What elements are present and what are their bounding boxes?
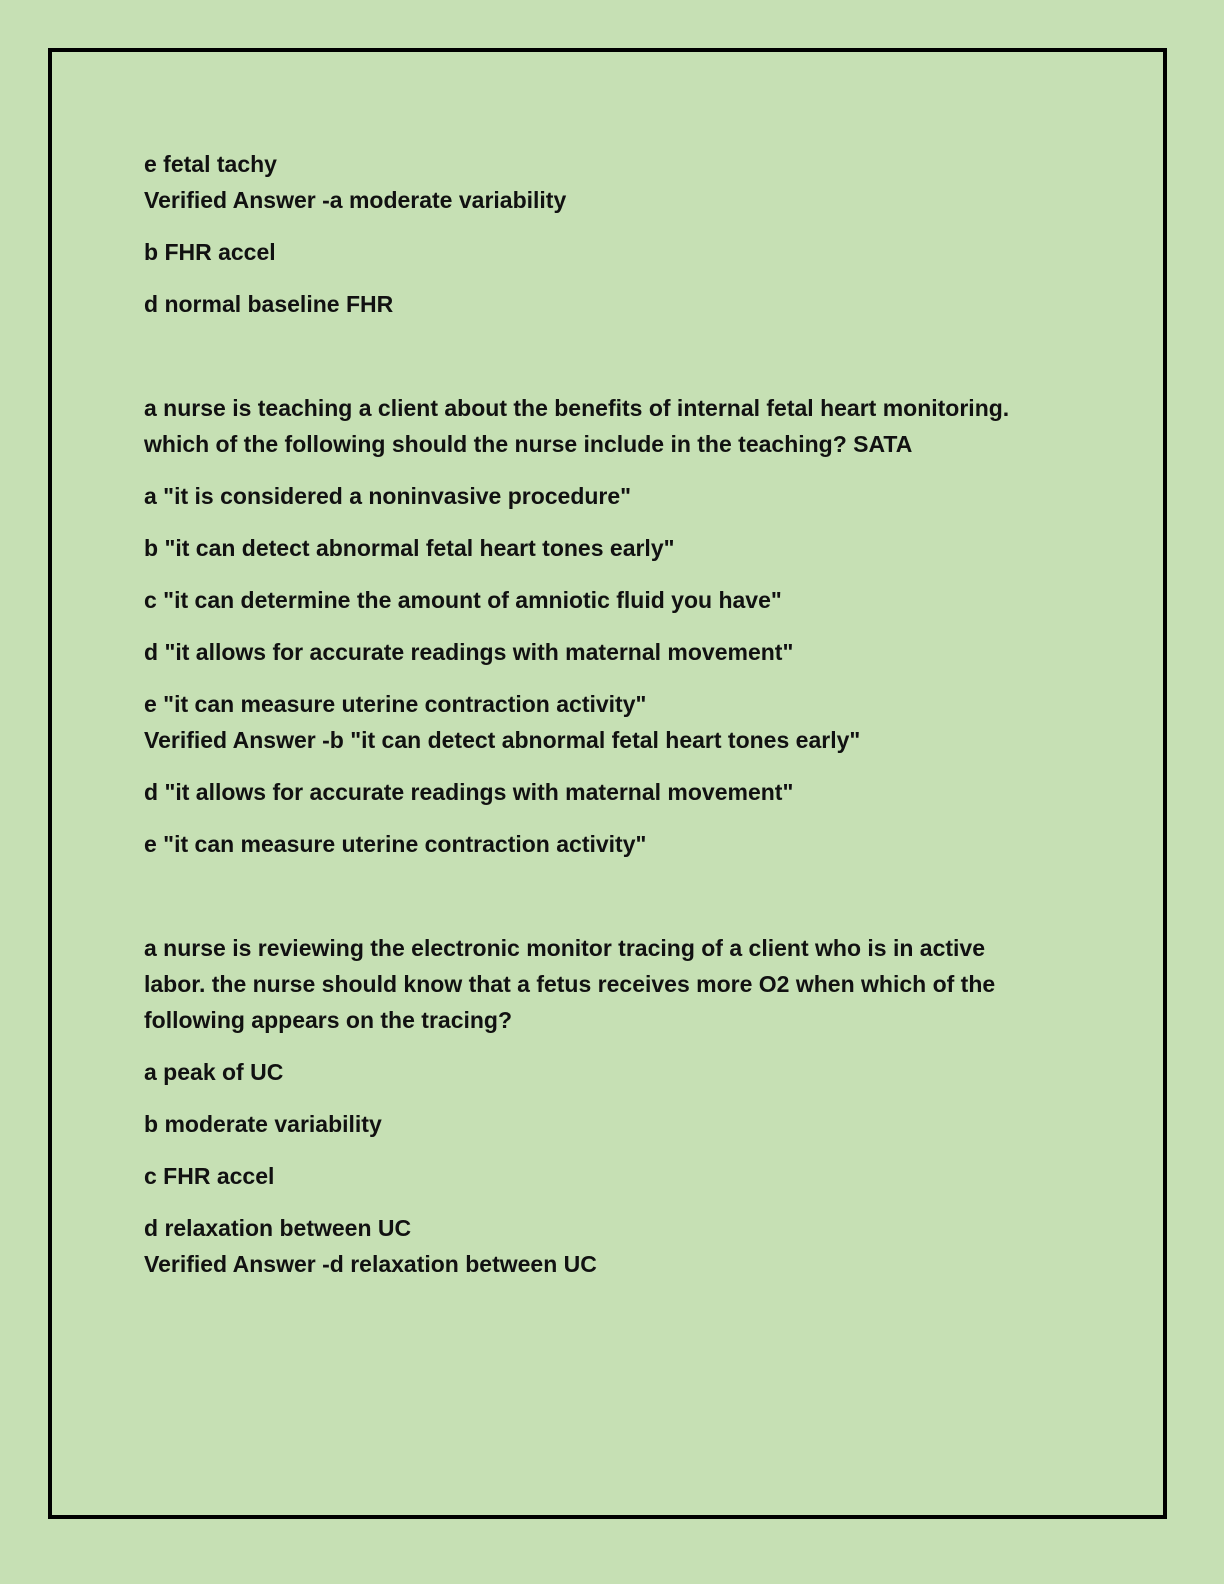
verified-answer: Verified Answer -b "it can detect abnormal fetal heart tones early" (144, 727, 861, 753)
option-line: d relaxation between UC (144, 1215, 412, 1241)
option-line: e "it can measure uterine contraction activity" (144, 691, 647, 717)
option-line: c FHR accel (144, 1163, 275, 1189)
question-stem: a nurse is reviewing the electronic monitor tracing of a client who is in active (144, 935, 985, 961)
answer-line: b FHR accel (144, 239, 276, 265)
question-stem: following appears on the tracing? (144, 1007, 513, 1033)
option-line: a peak of UC (144, 1059, 284, 1085)
option-line: d "it allows for accurate readings with maternal movement" (144, 639, 794, 665)
question-stem: labor. the nurse should know that a fetus receives more O2 when which of the (144, 971, 996, 997)
question-stem: which of the following should the nurse include in the teaching? SATA (144, 431, 913, 457)
option-line: c "it can determine the amount of amniotic fluid you have" (144, 587, 782, 613)
option-line: a "it is considered a noninvasive procedure" (144, 483, 632, 509)
question-stem: a nurse is teaching a client about the benefits of internal fetal heart monitoring. (144, 395, 1010, 421)
answer-line: e "it can measure uterine contraction activity" (144, 831, 647, 857)
option-line: b moderate variability (144, 1111, 382, 1137)
answer-line: d normal baseline FHR (144, 291, 394, 317)
option-line: e fetal tachy (144, 151, 277, 177)
answer-line: d "it allows for accurate readings with maternal movement" (144, 779, 794, 805)
verified-answer: Verified Answer -a moderate variability (144, 187, 567, 213)
document-content (144, 146, 1074, 1282)
verified-answer: Verified Answer -d relaxation between UC (144, 1251, 597, 1277)
option-line: b "it can detect abnormal fetal heart tones early" (144, 535, 675, 561)
